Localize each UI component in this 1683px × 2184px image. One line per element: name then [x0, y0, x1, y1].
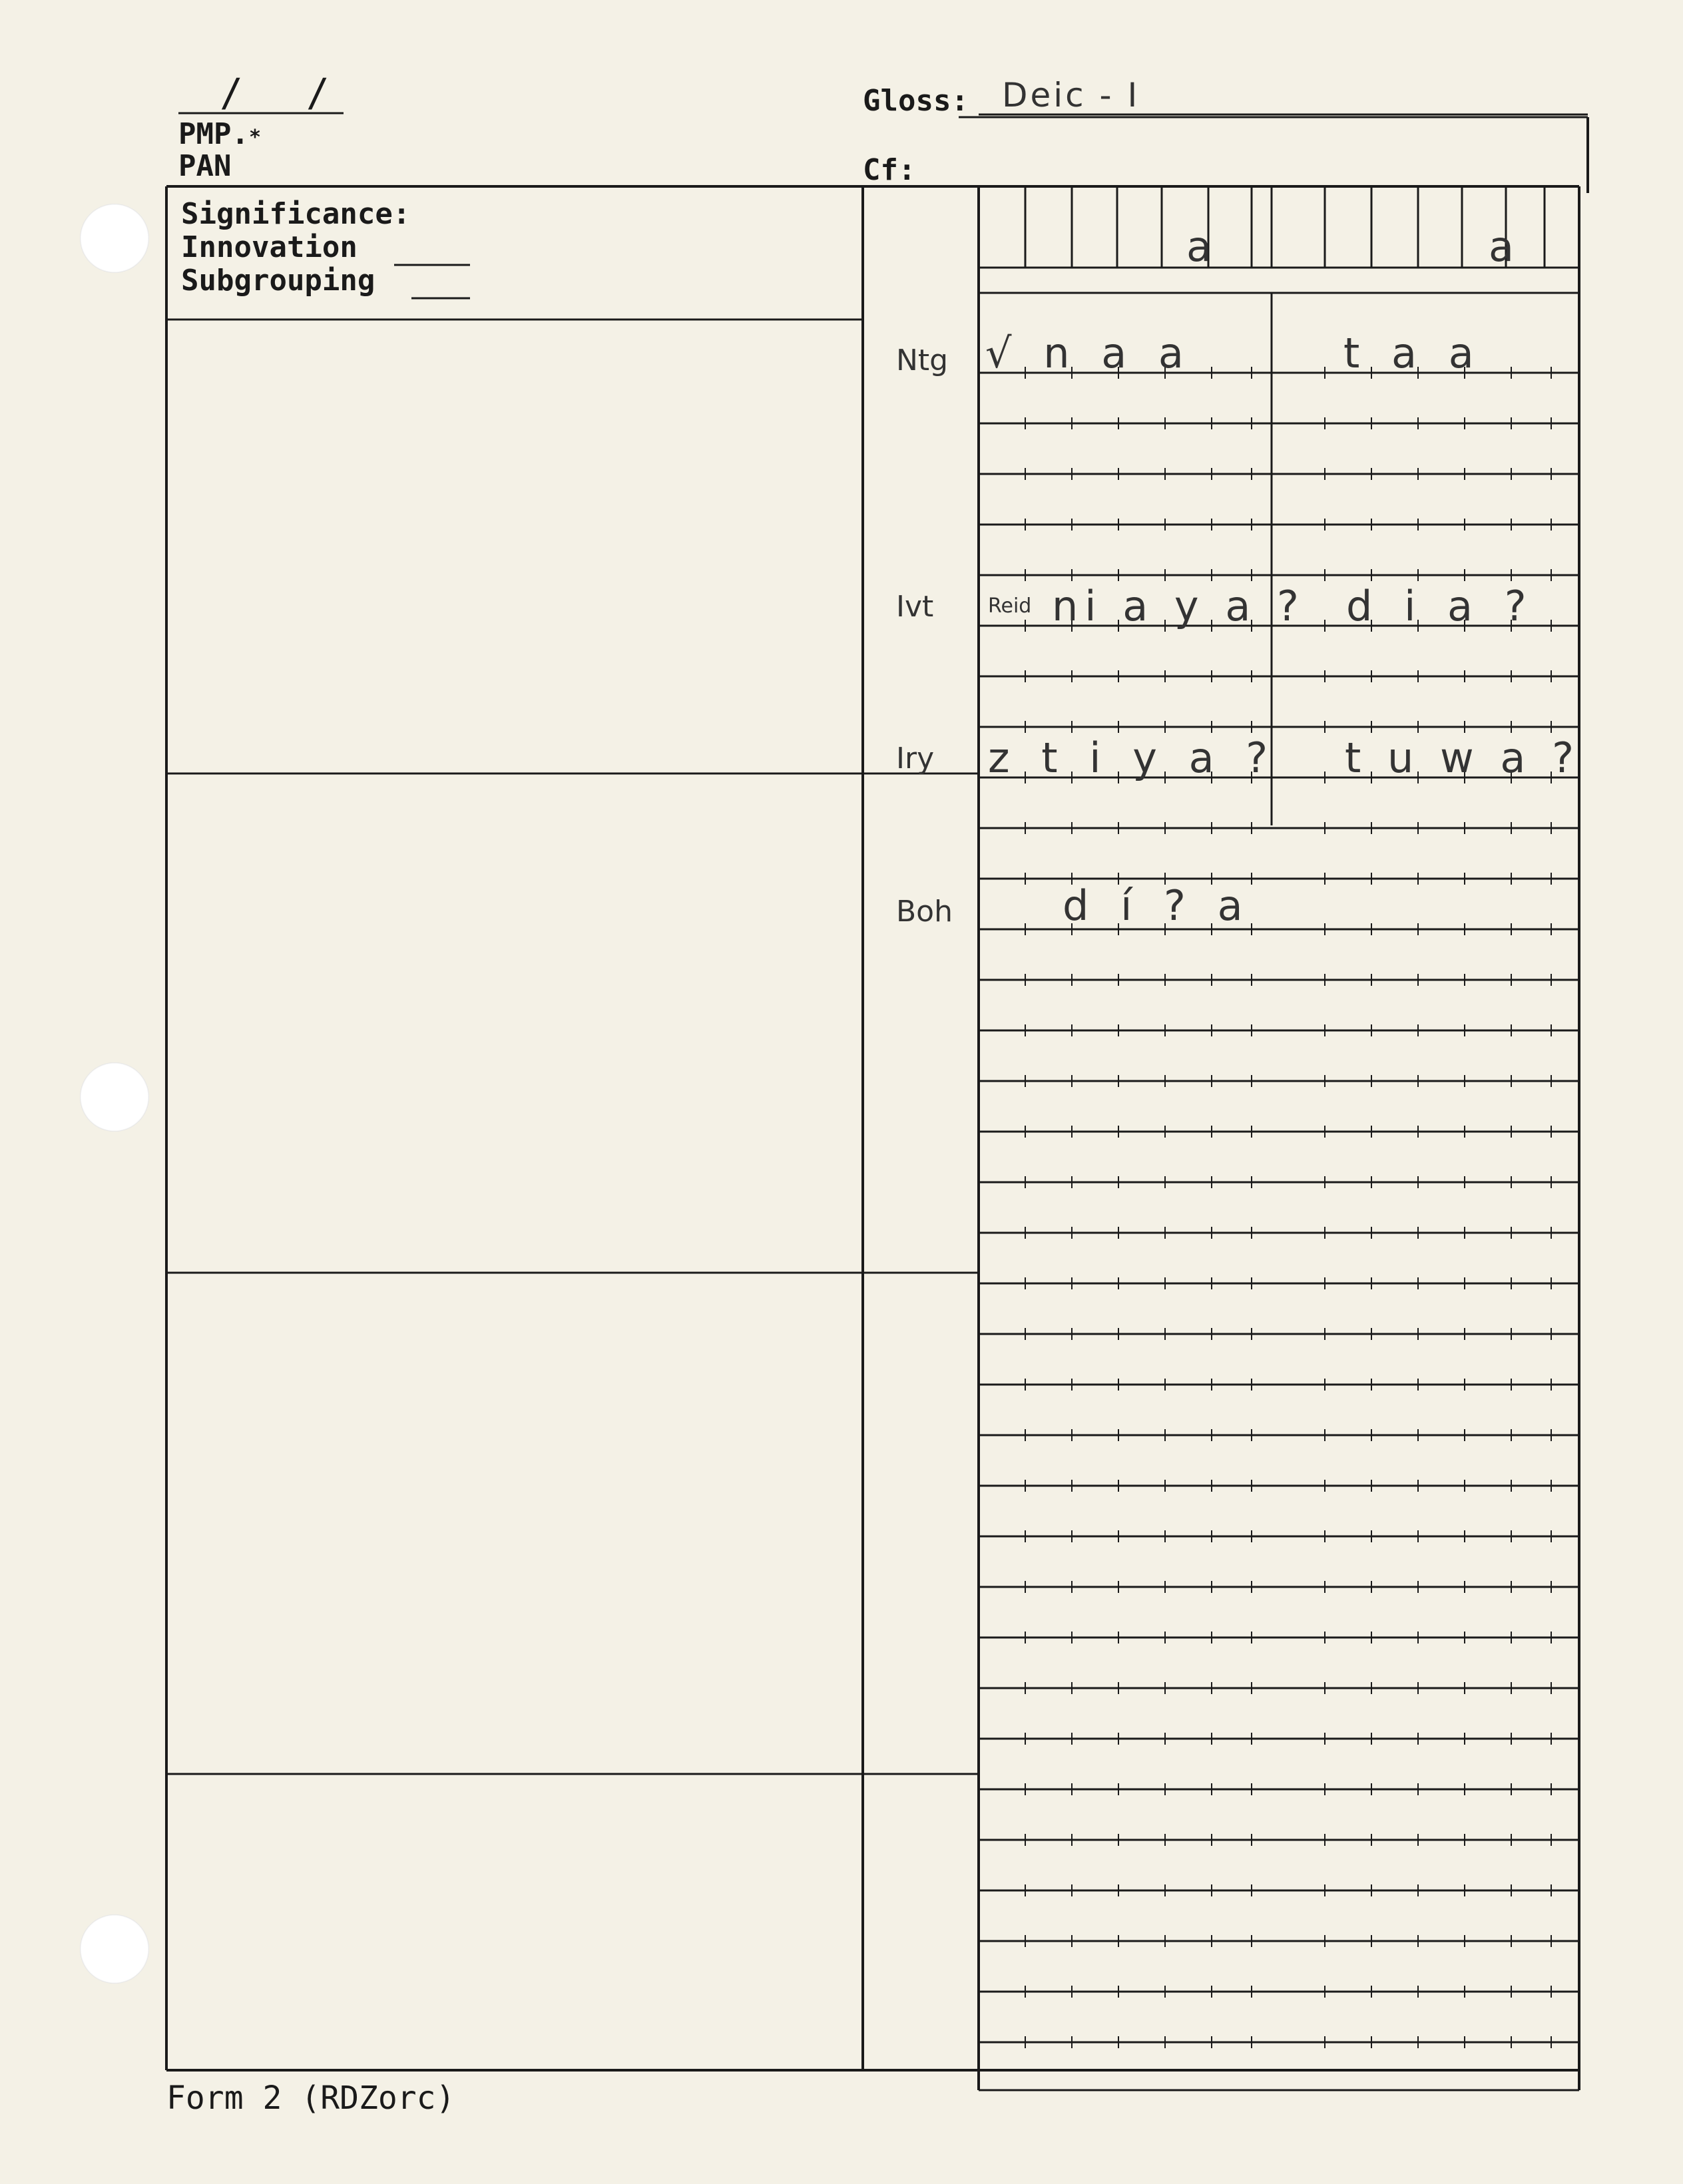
- pmp-star: *: [248, 126, 262, 149]
- date-marks: / /: [220, 70, 350, 115]
- form-label: Form 2 (RDZorc): [166, 2079, 455, 2117]
- subgrouping-label: Subgrouping: [181, 264, 375, 298]
- cf-label: Cf:: [863, 153, 916, 187]
- pmp-label-text: PMP.: [178, 117, 249, 151]
- lang-label-ivt: Ivt: [896, 590, 934, 624]
- form-iry-1: z t i y a ?: [988, 734, 1278, 782]
- source-ivt: Reid: [988, 594, 1032, 618]
- lang-label-boh: Boh: [896, 895, 953, 929]
- lang-label-ntg: Ntg: [896, 343, 949, 377]
- form-boh-1: d í ? a: [1063, 881, 1252, 930]
- form-ntg-2: t a a: [1343, 329, 1483, 377]
- form-ntg-1: √ n a a: [985, 329, 1193, 377]
- gloss-value: Deic - I: [1002, 76, 1140, 114]
- lang-label-iry: Iry: [896, 742, 935, 775]
- top-row-mark-left: a: [1186, 222, 1212, 271]
- form-iry-2: t u w a ?: [1345, 734, 1581, 782]
- top-row-mark-right: a: [1489, 222, 1514, 271]
- significance-title: Significance:: [181, 197, 411, 231]
- gloss-label: Gloss:: [863, 84, 969, 118]
- innovation-label: Innovation: [181, 230, 358, 264]
- form-ivt-2: d i a ?: [1346, 582, 1536, 630]
- pan-label: PAN: [178, 149, 232, 183]
- pmp-label: [178, 117, 262, 151]
- form-ivt-1: ni a y a ?: [1052, 582, 1306, 630]
